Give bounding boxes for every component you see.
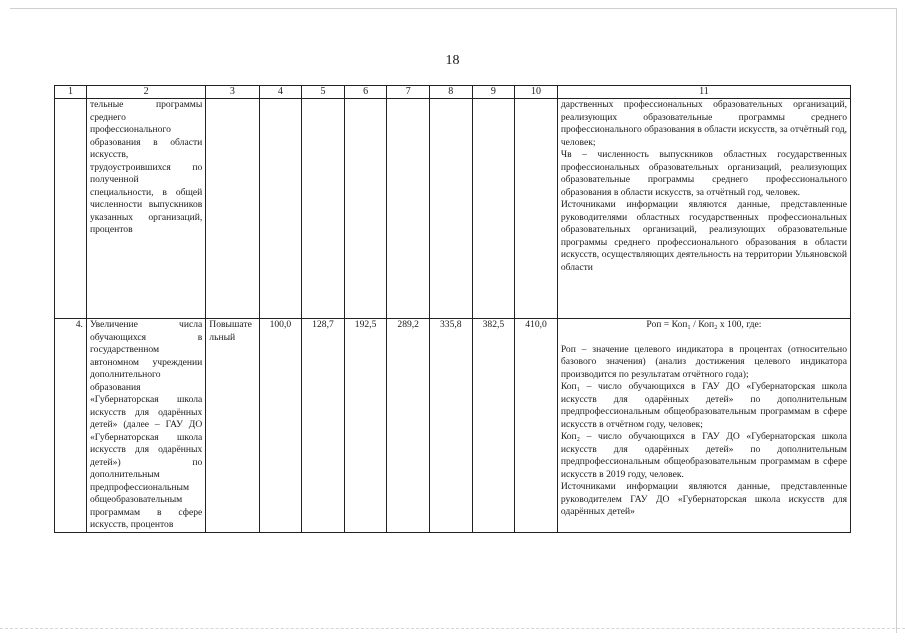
table-row <box>55 99 851 319</box>
indicator-name-cell: тельные программы среднего профессионального образования в области искусств, трудоустроившихся по полученной специальности, в общей численности выпускников указанных организаций, процентов <box>86 99 205 319</box>
table-row <box>55 319 851 533</box>
page-number: 18 <box>445 53 460 68</box>
methodology-paragraph: дарственных профессиональных образовательных организаций, реализующих образовательные программы среднего профессионального образования в области искусств, за отчётный год, человек; <box>560 99 847 148</box>
column-header: 6 <box>344 86 387 99</box>
column-header: 7 <box>387 86 430 99</box>
column-header: 3 <box>206 86 259 99</box>
blank-line <box>561 332 847 344</box>
table-header-row <box>55 86 851 99</box>
value-cell: 128,7 <box>302 319 345 533</box>
value-cell <box>302 99 345 319</box>
value-cell <box>515 99 558 319</box>
indicator-type-cell <box>206 99 259 319</box>
row-number-cell: 4. <box>55 319 87 533</box>
value-cell: 410,0 <box>515 319 558 533</box>
formula: Роп = Коп₁ / Коп₂ х 100, где: <box>646 319 762 330</box>
value-cell <box>259 99 302 319</box>
column-header: 9 <box>472 86 515 99</box>
column-header: 5 <box>302 86 345 99</box>
methodology-cell <box>557 319 850 533</box>
methodology-paragraph: Коп₂ – число обучающихся в ГАУ ДО «Губернаторская школа искусств для одарённых детей» по дополнительным предпрофессиональным общеобразовательным программам в сфере искусств в 2019 году, человек. <box>560 431 847 480</box>
value-cell <box>387 99 430 319</box>
methodology-cell <box>557 99 850 319</box>
column-header: 1 <box>55 86 87 99</box>
indicator-name-cell: Увеличение числа обучающихся в государственном автономном учреждении дополнительного образования «Губернаторская школа искусств для одарённых детей» (далее – ГАУ ДО «Губернаторская школа искусств для одарённых детей») по дополнительным предпрофессиональным общеобразовательным программам в сфере искусств, процентов <box>86 319 205 533</box>
value-cell: 382,5 <box>472 319 515 533</box>
value-cell <box>344 99 387 319</box>
column-header: 4 <box>259 86 302 99</box>
methodology-paragraph: Чв – численность выпускников областных государственных профессиональных образовательных организаций, реализующих образовательные программы среднего профессионального образования в области искусств, за отчётный год, человек. <box>560 149 847 198</box>
column-header: 10 <box>515 86 558 99</box>
value-cell: 289,2 <box>387 319 430 533</box>
column-header: 8 <box>430 86 473 99</box>
value-cell <box>430 99 473 319</box>
methodology-paragraph: Источниками информации являются данные, представленные руководителем ГАУ ДО «Губернаторская школа искусств для одарённых детей» <box>560 481 847 517</box>
row-number-cell <box>55 99 87 319</box>
methodology-paragraph: Коп₁ – число обучающихся в ГАУ ДО «Губернаторская школа искусств для одарённых детей» по дополнительным предпрофессиональным общеобразовательным программам в сфере искусств в отчётном году, человек; <box>560 381 847 430</box>
scan-edge-line <box>0 628 905 630</box>
value-cell <box>472 99 515 319</box>
value-cell: 100,0 <box>259 319 302 533</box>
column-header: 2 <box>86 86 205 99</box>
value-cell: 192,5 <box>344 319 387 533</box>
value-cell: 335,8 <box>430 319 473 533</box>
methodology-paragraph: Роп – значение целевого индикатора в процентах (относительно базового значения) (анализ достижения целевого индикатора производится по результатам отчётного года); <box>560 343 847 380</box>
indicator-type-cell: Повышательный <box>206 319 259 533</box>
methodology-paragraph: Источниками информации являются данные, представленные руководителями областных государственных профессиональных образовательных организаций, реализующих образовательные программы среднего профессионального образования в области искусств, осуществляющих деятельность на территории Ульяновской области <box>560 199 847 273</box>
column-header: 11 <box>557 86 850 99</box>
indicators-table <box>54 85 851 533</box>
